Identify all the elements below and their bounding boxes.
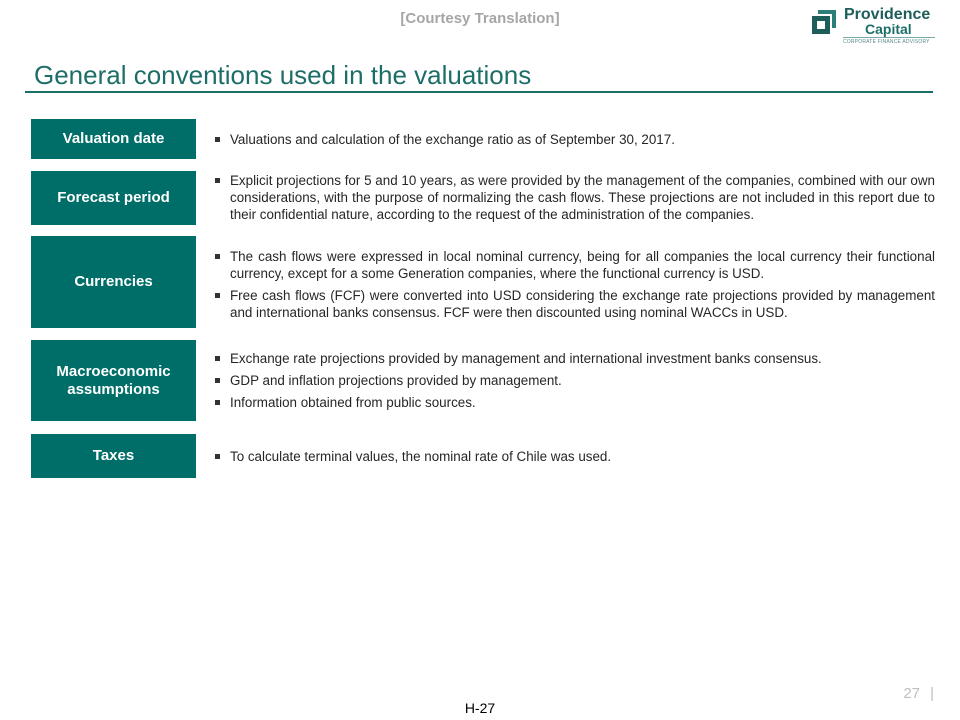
valuation-date-text — [213, 131, 935, 153]
courtesy-note: [Courtesy Translation] — [400, 10, 560, 27]
title-divider — [25, 91, 933, 93]
footer-code: H-27 — [464, 700, 496, 716]
logo-mark-icon — [812, 10, 836, 34]
bullet: Explicit projections for 5 and 10 years, as were provided by the management of the companies, combined with our own considerations, with the purpose of normalizing the cash flows. These projections are not included in this report due to their confidential nature, according to the request of the administration of the companies. — [213, 172, 935, 223]
bullet: GDP and inflation projections provided by management. — [213, 372, 935, 389]
label-taxes: Taxes — [31, 434, 196, 478]
logo-text: Providence — [844, 6, 931, 23]
forecast-period-text — [213, 172, 935, 228]
bullet: Exchange rate projections provided by management and international investment banks consensus. — [213, 350, 935, 367]
label-macroeconomic-assumptions: Macroeconomic assumptions — [31, 340, 196, 421]
logo-text: Capital — [865, 21, 912, 37]
logo-divider — [843, 37, 935, 38]
page-number: 27 — [903, 685, 920, 702]
taxes-text — [213, 448, 935, 470]
bullet: The cash flows were expressed in local nominal currency, being for all companies the local currency their functional currency, except for a some Generation companies, where the functional currency is USD. — [213, 248, 935, 282]
bullet: To calculate terminal values, the nominal rate of Chile was used. — [213, 448, 935, 465]
bullet: Information obtained from public sources. — [213, 394, 935, 411]
page-title: General conventions used in the valuations — [34, 60, 532, 90]
label-valuation-date: Valuation date — [31, 119, 196, 159]
macroeconomic-text — [213, 350, 935, 416]
label-currencies: Currencies — [31, 236, 196, 328]
bullet: Free cash flows (FCF) were converted into USD considering the exchange rate projections provided by management and international banks consensus. FCF were then discounted using nominal WACCs in USD. — [213, 287, 935, 321]
page-separator: | — [930, 685, 934, 702]
logo-tagline: CORPORATE FINANCE ADVISORY — [843, 39, 930, 45]
bullet: Valuations and calculation of the exchange ratio as of September 30, 2017. — [213, 131, 935, 148]
currencies-text — [213, 248, 935, 326]
providence-capital-logo — [810, 6, 935, 46]
label-forecast-period: Forecast period — [31, 171, 196, 225]
